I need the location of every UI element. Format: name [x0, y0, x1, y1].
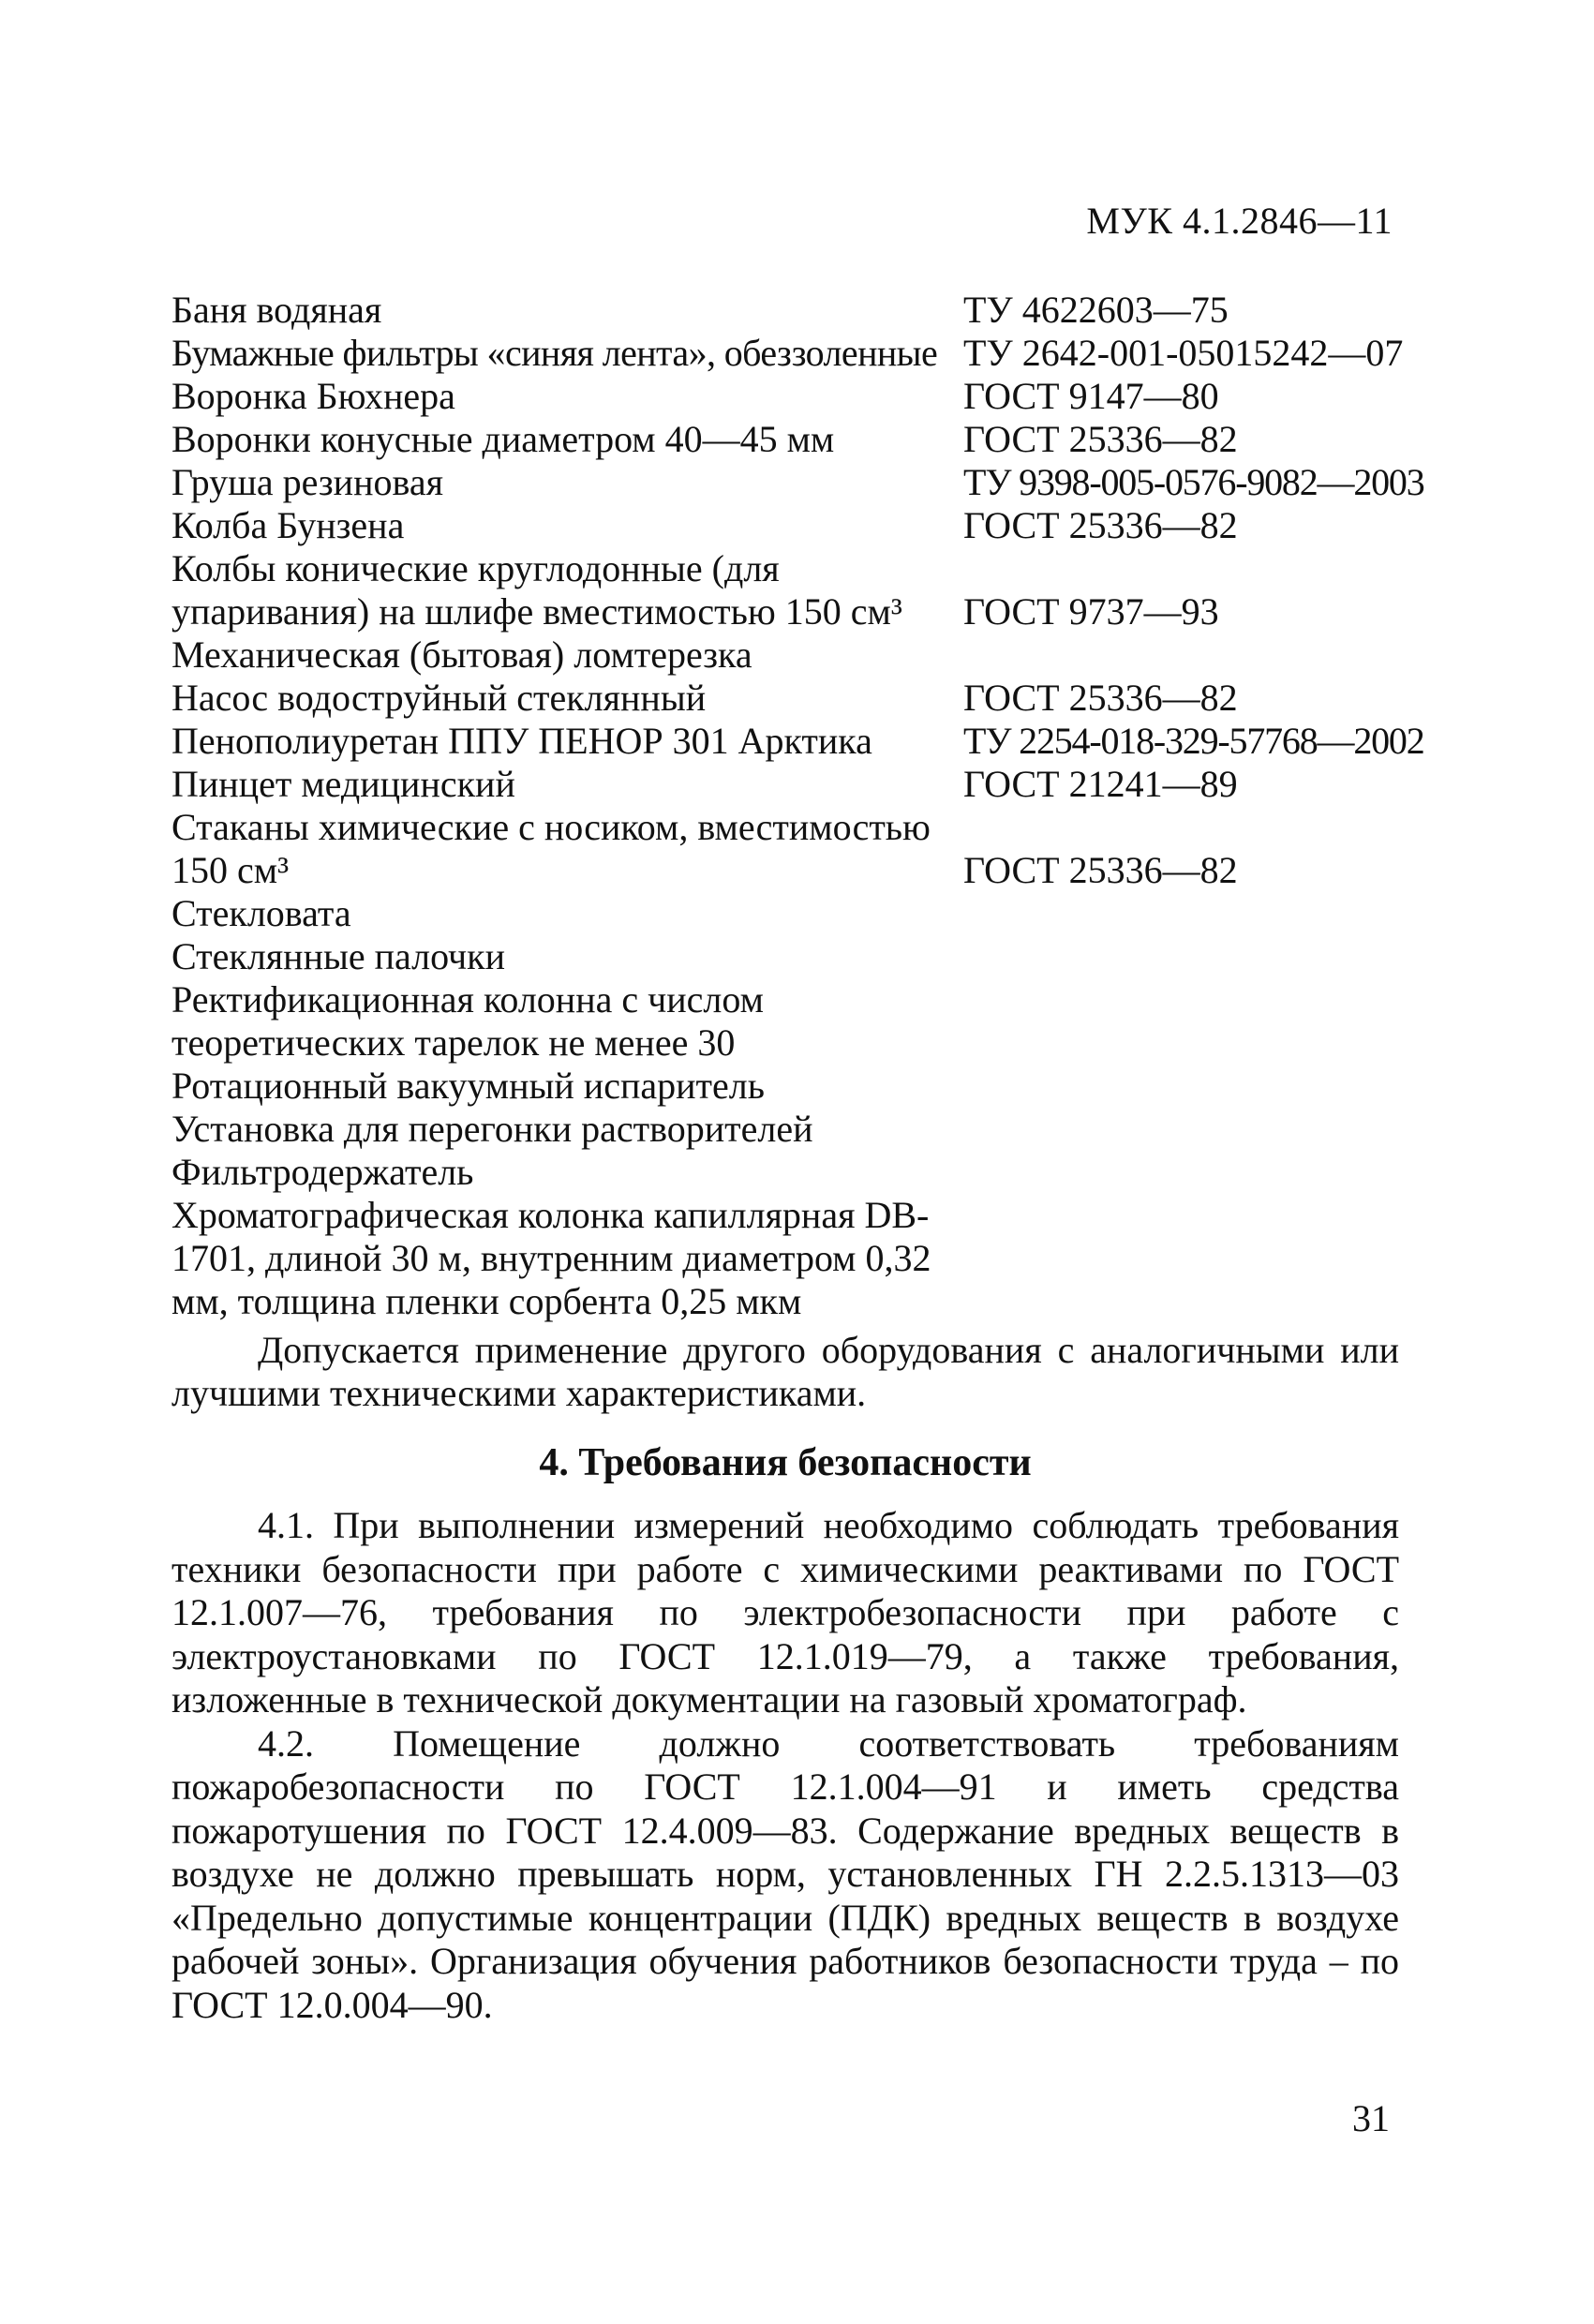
equipment-note-block [171, 1329, 1399, 1415]
page-number: 31 [1352, 2097, 1390, 2139]
equipment-name: Воронки конусные диаметром 40—45 мм [171, 418, 835, 460]
list-item [171, 720, 1455, 763]
equipment-name: Стаканы химические с носиком, вместимостью 150 см³ [171, 806, 931, 891]
equipment-standard: ТУ 4622603—75 [963, 289, 1229, 331]
equipment-standard: ТУ 2254-018-329-57768—2002 [963, 720, 1424, 762]
equipment-name: Стеклянные палочки [171, 935, 506, 977]
equipment-standard: ГОСТ 9147—80 [963, 375, 1219, 417]
paragraph-4-2: 4.2. Помещение должно соответствовать требованиям пожаробезопасности по ГОСТ 12.1.004—91 и иметь средства пожаротушения по ГОСТ 12.4.009—83. Содержание вредных веществ в воздухе не должно превышать норм, установленных ГН 2.2.5.1313—03 «Предельно допустимые концентрации (ПДК) вредных веществ в воздухе рабочей зоны». Организация обучения работников безопасности труда – по ГОСТ 12.0.004—90. [171, 1721, 1399, 2026]
equipment-name: Стекловата [171, 892, 351, 934]
equipment-name: Установка для перегонки растворителей [171, 1108, 813, 1150]
equipment-list [171, 289, 1455, 1323]
list-item [171, 806, 1455, 892]
section-title: 4. Требования безопасности [539, 1441, 1032, 1484]
list-item [171, 935, 1455, 978]
list-item [171, 504, 1455, 547]
equipment-standard: ГОСТ 25336—82 [963, 849, 1238, 891]
equipment-name: Хроматографическая колонка капиллярная DB-1701, длиной 30 м, внутренним диаметром 0,32 мм, толщина пленки сорбента 0,25 мкм [171, 1194, 931, 1322]
equipment-name: Ректификационная колонна с числом теоретических тарелок не менее 30 [171, 978, 764, 1064]
equipment-name: Колбы конические круглодонные (для упаривания) на шлифе вместимостью 150 см³ [171, 547, 902, 633]
list-item [171, 763, 1455, 806]
equipment-name: Баня водяная [171, 289, 382, 331]
paragraph-4-1: 4.1. При выполнении измерений необходимо соблюдать требования техники безопасности при работе с химическими реактивами по ГОСТ 12.1.007—76, требования по электробезопасности при работе с электроустановками по ГОСТ 12.1.019—79, а также требования, изложенные в технической документации на газовый хроматограф. [171, 1504, 1399, 1721]
list-item [171, 375, 1455, 418]
list-item [171, 289, 1455, 332]
equipment-name: Ротационный вакуумный испаритель [171, 1065, 765, 1107]
equipment-name: Колба Бунзена [171, 504, 405, 546]
equipment-note: Допускается применение другого оборудования с аналогичными или лучшими техническими характеристиками. [171, 1329, 1399, 1414]
list-item [171, 1151, 1455, 1194]
section-body [171, 1504, 1399, 2027]
equipment-name: Груша резиновая [171, 461, 443, 503]
equipment-standard: ГОСТ 21241—89 [963, 763, 1238, 805]
list-item [171, 461, 1455, 504]
list-item [171, 332, 1455, 375]
document-code: МУК 4.1.2846—11 [1086, 200, 1393, 242]
list-item [171, 892, 1455, 935]
equipment-standard: ГОСТ 25336—82 [963, 418, 1238, 460]
equipment-name: Механическая (бытовая) ломтерезка [171, 633, 752, 676]
list-item [171, 978, 1455, 1065]
equipment-standard: ГОСТ 9737—93 [963, 590, 1219, 633]
list-item [171, 1065, 1455, 1108]
equipment-name: Фильтродержатель [171, 1151, 474, 1193]
list-item [171, 677, 1455, 720]
list-item [171, 547, 1455, 633]
equipment-name: Воронка Бюхнера [171, 375, 455, 417]
equipment-standard: ГОСТ 25336—82 [963, 504, 1238, 546]
equipment-name: Пинцет медицинский [171, 763, 515, 805]
list-item [171, 1108, 1455, 1151]
list-item [171, 633, 1455, 677]
equipment-standard: ТУ 2642-001-05015242—07 [963, 332, 1404, 374]
equipment-standard: ГОСТ 25336—82 [963, 677, 1238, 719]
equipment-standard: ТУ 9398-005-0576-9082—2003 [963, 461, 1424, 503]
equipment-name: Насос водоструйный стеклянный [171, 677, 707, 719]
equipment-name: Пенополиуретан ППУ ПЕНОР 301 Арктика [171, 720, 872, 762]
equipment-name: Бумажные фильтры «синяя лента», обеззоленные [171, 332, 938, 374]
list-item [171, 1194, 1455, 1323]
list-item [171, 418, 1455, 461]
